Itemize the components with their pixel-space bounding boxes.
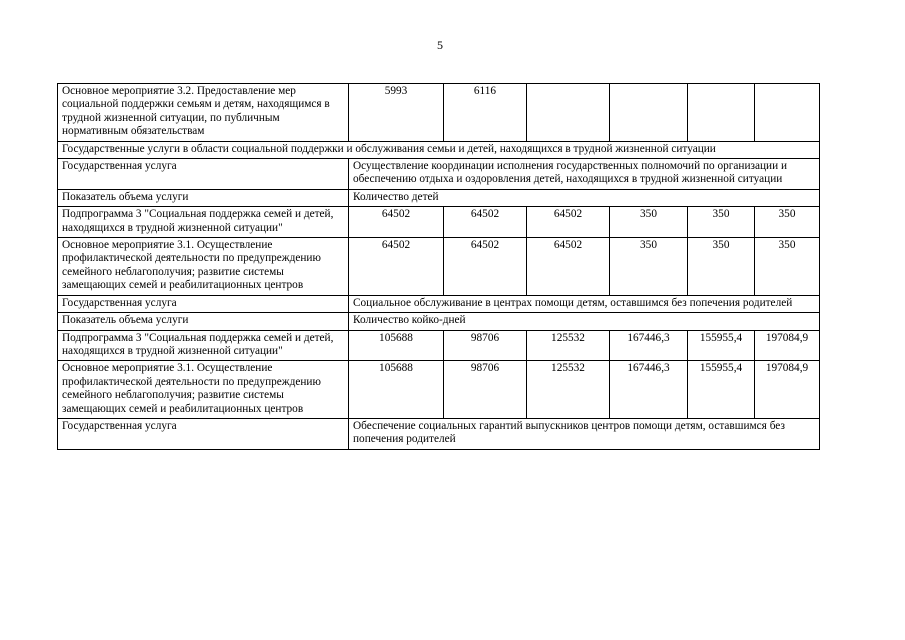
value-cell: 64502 (444, 207, 527, 238)
table-row (58, 189, 820, 206)
value-cell: 350 (688, 238, 755, 296)
row-label: Государственная услуга (58, 418, 349, 449)
value-cell: 125532 (527, 361, 610, 419)
table-row (58, 207, 820, 238)
page-number: 5 (437, 38, 443, 52)
table-row (58, 159, 820, 190)
value-cell: 64502 (527, 207, 610, 238)
row-description: Количество детей (349, 189, 820, 206)
row-label: Государственная услуга (58, 159, 349, 190)
value-cell: 350 (755, 207, 820, 238)
value-cell: 64502 (527, 238, 610, 296)
value-cell: 64502 (349, 207, 444, 238)
value-cell (527, 84, 610, 142)
section-heading: Государственные услуги в области социальной поддержки и обслуживания семьи и детей, находящихся в трудной жизненной ситуации (58, 141, 820, 158)
value-cell: 5993 (349, 84, 444, 142)
row-label: Государственная услуга (58, 295, 349, 312)
row-label: Подпрограмма 3 "Социальная поддержка семей и детей, находящихся в трудной жизненной ситуации" (58, 330, 349, 361)
value-cell: 350 (688, 207, 755, 238)
row-description: Обеспечение социальных гарантий выпускников центров помощи детям, оставшимся без попечения родителей (349, 418, 820, 449)
value-cell: 155955,4 (688, 330, 755, 361)
table-row (58, 295, 820, 312)
value-cell: 105688 (349, 330, 444, 361)
value-cell: 98706 (444, 361, 527, 419)
row-label: Основное мероприятие 3.1. Осуществление профилактической деятельности по предупреждению семейного неблагополучия; развитие системы замещающих семей и реабилитационных центров (58, 238, 349, 296)
value-cell: 167446,3 (610, 330, 688, 361)
value-cell: 197084,9 (755, 330, 820, 361)
row-description: Количество койко-дней (349, 313, 820, 330)
value-cell: 6116 (444, 84, 527, 142)
table-row (58, 418, 820, 449)
services-table (57, 83, 820, 450)
row-label: Подпрограмма 3 "Социальная поддержка семей и детей, находящихся в трудной жизненной ситуации" (58, 207, 349, 238)
value-cell: 64502 (444, 238, 527, 296)
row-description: Социальное обслуживание в центрах помощи детям, оставшимся без попечения родителей (349, 295, 820, 312)
row-label: Основное мероприятие 3.1. Осуществление профилактической деятельности по предупреждению семейного неблагополучия; развитие системы замещающих семей и реабилитационных центров (58, 361, 349, 419)
table-row (58, 238, 820, 296)
value-cell (610, 84, 688, 142)
value-cell: 350 (610, 207, 688, 238)
value-cell: 350 (755, 238, 820, 296)
value-cell: 125532 (527, 330, 610, 361)
table-row (58, 313, 820, 330)
table-row (58, 330, 820, 361)
table-row (58, 84, 820, 142)
value-cell (755, 84, 820, 142)
table-row (58, 141, 820, 158)
value-cell (688, 84, 755, 142)
row-label: Основное мероприятие 3.2. Предоставление мер социальной поддержки семьям и детям, находящимся в трудной жизненной ситуации, по публичным нормативным обязательствам (58, 84, 349, 142)
value-cell: 64502 (349, 238, 444, 296)
value-cell: 167446,3 (610, 361, 688, 419)
value-cell: 105688 (349, 361, 444, 419)
row-description: Осуществление координации исполнения государственных полномочий по организации и обеспечению отдыха и оздоровления детей, находящихся в трудной жизненной ситуации (349, 159, 820, 190)
row-label: Показатель объема услуги (58, 189, 349, 206)
table-row (58, 361, 820, 419)
row-label: Показатель объема услуги (58, 313, 349, 330)
value-cell: 155955,4 (688, 361, 755, 419)
value-cell: 197084,9 (755, 361, 820, 419)
value-cell: 350 (610, 238, 688, 296)
value-cell: 98706 (444, 330, 527, 361)
